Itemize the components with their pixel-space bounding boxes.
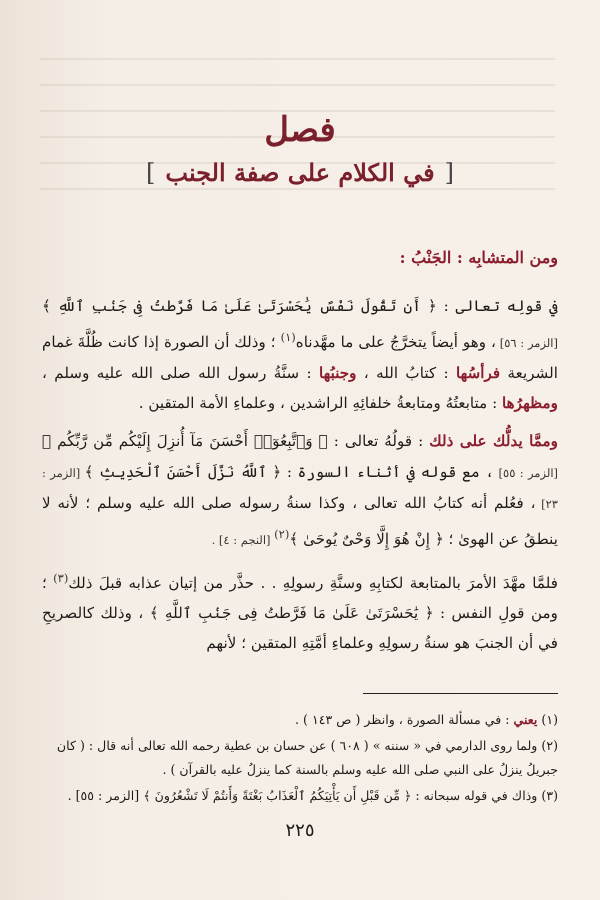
footnote-divider xyxy=(363,693,558,694)
chapter-heading xyxy=(0,108,600,190)
verse-reference: [النجم : ٤] . xyxy=(211,533,275,548)
keyword: وجنبُها xyxy=(319,364,357,383)
footnote-text: : في مسألة الصورة ، وانظر ( ص ١٤٣ ) . xyxy=(295,712,514,727)
bracket-open: [ xyxy=(444,159,454,187)
text-span: في قولِه تعالى : xyxy=(436,297,559,315)
verse-reference: [الزمر : ٥٥] . xyxy=(67,788,144,803)
footnote-1 xyxy=(42,708,558,732)
text-span: : متابعتُهُ ومتابعةُ خلفائِهِ الراشدين ، وعلماءِ الأمة المتقين . xyxy=(138,394,503,413)
footnote-label: يعني xyxy=(513,712,538,727)
quran-verse: ﴿ وَٱتَّبِعُوٓا۟ أَحْسَنَ مَآ أُنزِلَ إِلَيْكُم مِّن رَّبِّكُم ﴾ xyxy=(42,432,328,451)
text-span: ؛ وذلك أن الصورة إذا كانت ظُلَّةَ غمام الشريعة xyxy=(42,333,558,383)
text-span: ، وهو أيضاً يتخرَّجُ على ما مهَّدناه xyxy=(295,333,496,352)
footnote-3 xyxy=(42,784,558,808)
footnote-number: (٣) xyxy=(541,788,558,803)
paragraph-1 xyxy=(42,291,558,418)
page-number: ٢٢٥ xyxy=(285,820,315,841)
footnote-marker: (١) xyxy=(280,330,296,344)
footnote-marker: (٣) xyxy=(53,571,69,586)
text-span: : كتابُ الله ، xyxy=(356,364,456,383)
footnote-2 xyxy=(42,734,558,782)
keyword: فرأسُها xyxy=(455,364,501,383)
bracket-close: ] xyxy=(146,159,156,187)
footnote-number: (١) xyxy=(541,712,558,727)
chapter-subtitle xyxy=(0,156,600,190)
text-span: : سنَّةُ رسول الله صلى الله عليه وسلم ، xyxy=(42,364,319,383)
text-span: فلمَّا مهَّدَ الأمرَ بالمتابعة لكتابِهِ وسنَّةِ رسولِهِ . . حذَّر من إتيان عذابه قبلَ ذلك xyxy=(68,574,559,593)
footnote-text: وذاك في قوله سبحانه : xyxy=(411,788,542,803)
footnote-number: (٢) xyxy=(541,738,558,753)
keyword: وممَّا يدلُّك على ذلك xyxy=(429,432,558,451)
quran-verse: ﴿ مِّن قَبْلِ أَن يَأْتِيَكُمُ ٱلْعَذَابُ بَغْتَةً وَأَنتُمْ لَا تَشْعُرُونَ ﴾ xyxy=(143,788,412,803)
text-span: : قولُهُ تعالى : xyxy=(327,432,430,451)
keyword: ومظهرُها xyxy=(502,394,558,413)
text-span: ، مع قوله في أثناء السورة : xyxy=(281,463,495,482)
text-span: ؛ ومن قولِ النفس : xyxy=(42,574,558,623)
intro-line xyxy=(42,243,558,273)
quran-verse: ﴿ ٱللَّهُ نَزَّلَ أَحْسَنَ ٱلْحَدِيثِ ﴾ xyxy=(84,463,282,482)
intro-label: ومن المتشابِه : xyxy=(451,248,558,267)
quran-verse: ﴿ أَن تَقُولَ نَفْسٌ يَٰحَسْرَتَىٰ عَلَىٰ مَا فَرَّطتُ فِى جَنۢبِ ٱللَّهِ ﴾ xyxy=(42,297,437,315)
text-span: ، وذلك كالصريحِ في أن الجنبَ هو سنةُ رسولِهِ وعلماءِ أمَّتِهِ المتقين ؛ لأنهم xyxy=(42,604,558,653)
intro-term: الجَنْبُ : xyxy=(399,248,452,267)
verse-reference: [الزمر : ٢٣] xyxy=(42,466,558,512)
paragraph-3 xyxy=(42,563,558,658)
footnote-marker: (٢) xyxy=(274,527,290,542)
subtitle-text: في الكلام على صفة الجنب xyxy=(165,158,435,187)
text-span: ، فعُلم أنه كتابُ الله تعالى ، وكذا سنةُ رسوله صلى الله عليه وسلم ؛ لأنه لا ينطقُ عن الهوىٰ ؛ xyxy=(42,494,558,549)
quran-verse: ﴿ يَٰحَسْرَتَىٰ عَلَىٰ مَا فَرَّطتُ فِى جَنۢبِ ٱللَّهِ ﴾ xyxy=(149,604,434,623)
quran-verse: ﴿ إِنْ هُوَ إِلَّا وَحْىٌ يُوحَىٰ ﴾ xyxy=(289,530,444,549)
footnote-text: ولما روى الدارمي في « سننه » ( ٦٠٨ ) عن حسان بن عطية رحمه الله تعالى أنه قال : ( كان جبريلُ ينزلُ على النبي صلى الله عليه وسلم بالسنة كما ينزلُ عليه بالقرآن ) . xyxy=(56,738,558,777)
paragraph-2 xyxy=(42,426,558,555)
footnotes xyxy=(42,708,558,810)
verse-reference: [الزمر : ٥٦] xyxy=(495,336,558,351)
chapter-title: فصل xyxy=(264,110,336,150)
main-text xyxy=(42,243,558,666)
verse-reference: [الزمر : ٥٥] xyxy=(494,466,558,481)
